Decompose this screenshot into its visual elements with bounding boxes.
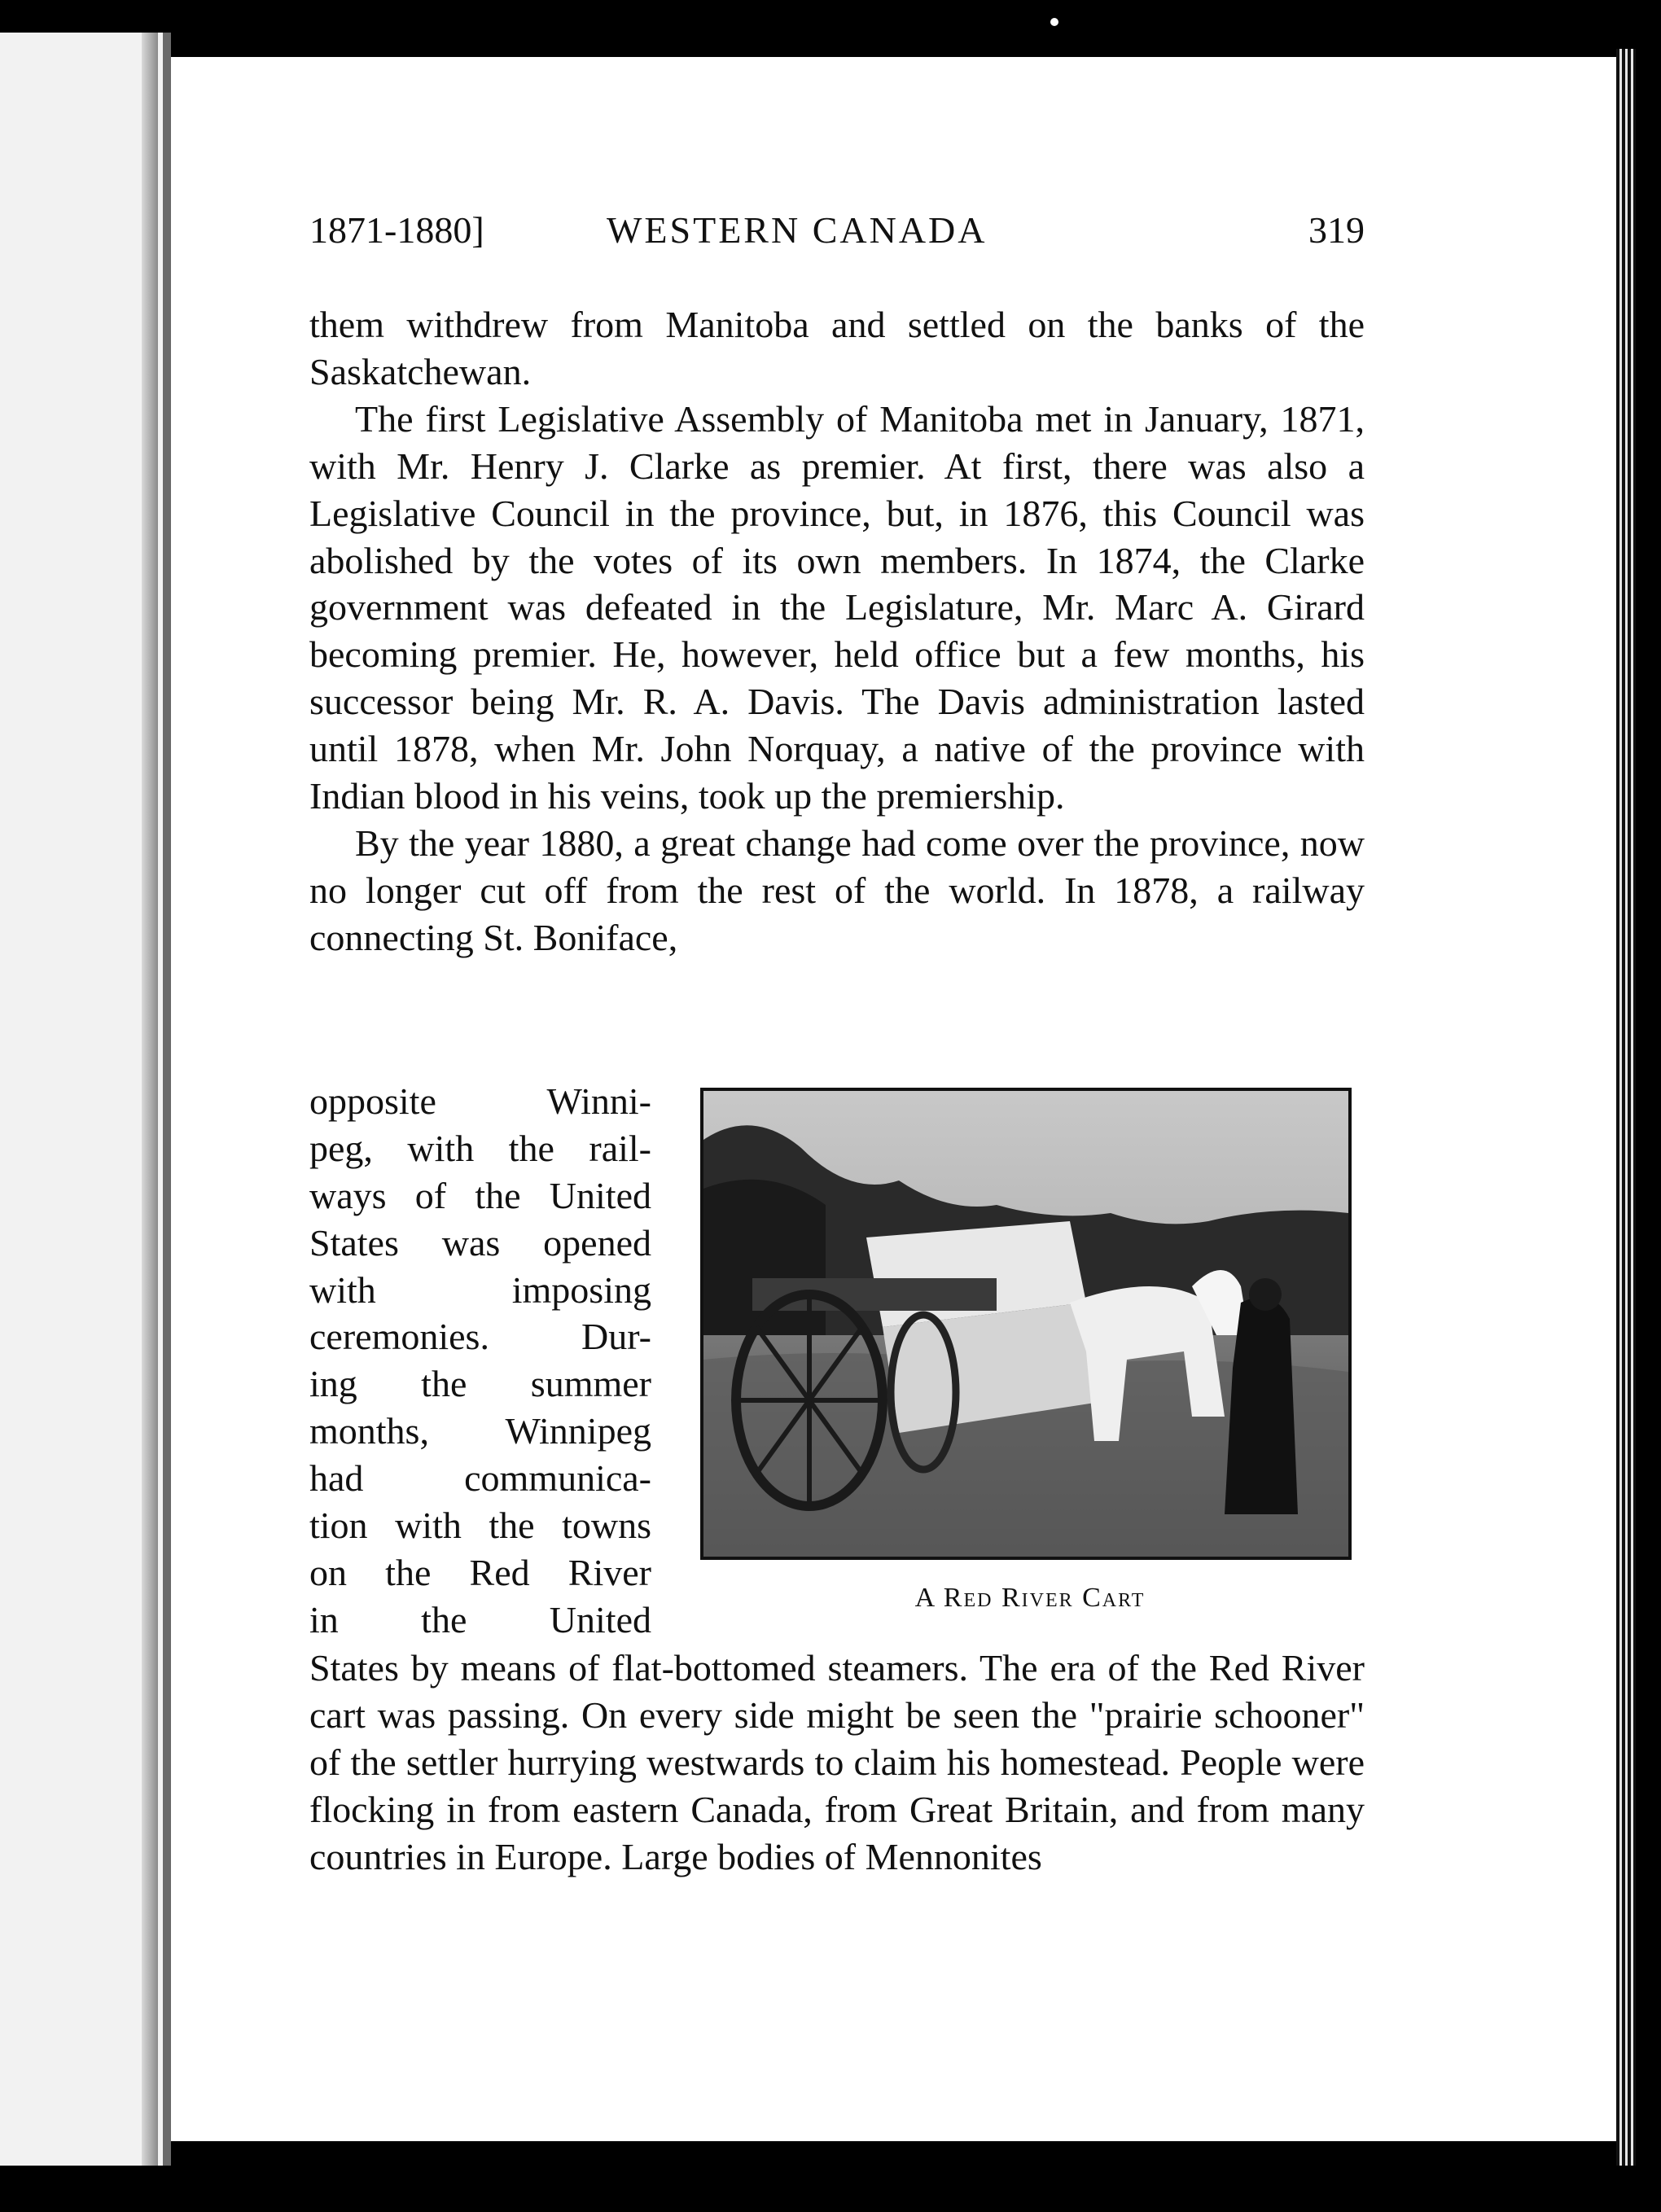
cart-photograph [700,1088,1352,1560]
paragraph-1: them withdrew from Manitoba and settled on the banks of the Saskatchewan. [309,304,1365,392]
paragraph-3: By the year 1880, a great change had come over the province, now no longer cut off from the rest of the world. In 1878, a railway connecting St. Boniface, [309,821,1365,958]
body-text-upper [309,301,1365,961]
paragraph-2: The first Legislative Assembly of Manitoba met in January, 1871, with Mr. Henry J. Clarke as premier. At first, there was also a Legislative Council in the province, but, in 1876, this Council was abolished by the votes of its own members. In 1874, the Clarke government was defeated in the Legislature, Mr. Marc A. Girard becoming premier. He, however, held office but a few months, his successor being Mr. R. A. Davis. The Davis administration lasted until 1878, when Mr. John Norquay, a native of the province with Indian blood in his veins, took up the premiership. [309,397,1365,817]
scan-mark [1050,18,1058,26]
wrapped-line: ceremonies. Dur- [309,1316,651,1358]
wrapped-line: had communica- [309,1457,651,1500]
figure-red-river-cart [700,1088,1360,1614]
header-title: WESTERN CANADA [607,209,988,251]
wrapped-line: States was opened [309,1221,651,1264]
wrapped-line: months, Winnipeg [309,1410,651,1452]
wrapped-line: on the Red River [309,1551,651,1593]
book-spine [142,33,158,2166]
wrapped-line: peg, with the rail- [309,1127,651,1169]
page-number: 319 [1308,209,1365,251]
page-stack-edge [1616,49,1636,2166]
facing-page-edge [0,33,171,2166]
wrapped-line: ing the summer [309,1363,651,1405]
header-years: 1871-1880] [309,209,484,251]
wrapped-line: with imposing [309,1268,651,1311]
wrapped-line: in the United [309,1598,651,1640]
running-header [309,208,1365,257]
wrapped-line: ways of the United [309,1174,651,1216]
figure-caption: A Red River Cart [914,1583,1146,1613]
wrapped-text-column [309,1078,651,1644]
wrapped-line: opposite Winni- [309,1080,651,1122]
cart-photo-illustration [703,1091,1348,1557]
wrapped-line: tion with the towns [309,1505,651,1547]
body-text-lower: States by means of flat-bottomed steamers. The era of the Red River cart was passing. On every side might be seen the "prairie schooner" of the settler hurrying westwards to claim his homestead. People were flocking in from eastern Canada, from Great Britain, and from many countries in Europe. Large bodies of Mennonites [309,1647,1365,1877]
